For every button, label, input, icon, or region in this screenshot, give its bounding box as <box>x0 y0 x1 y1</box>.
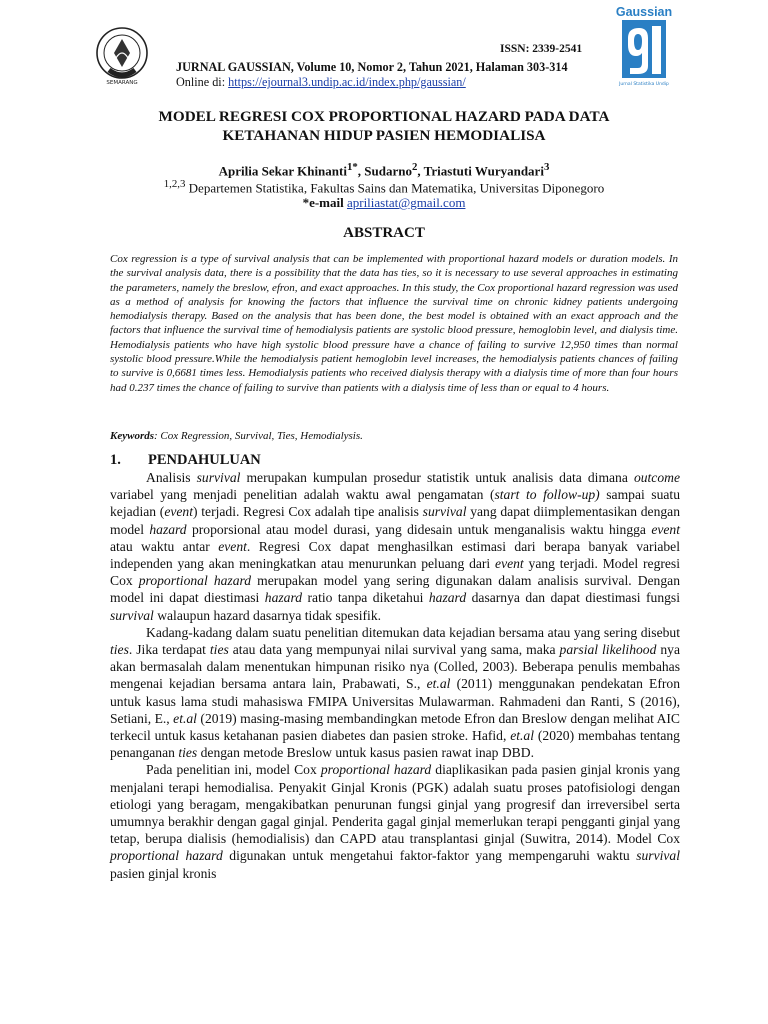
online-line <box>176 75 466 90</box>
italic-term: hazard <box>149 521 187 537</box>
title-line-1: MODEL REGRESI COX PROPORTIONAL HAZARD PADA DATA <box>158 108 610 125</box>
keywords-text: : Cox Regression, Survival, Ties, Hemodialysis. <box>154 430 363 442</box>
affiliation-sup: 1,2,3 <box>163 178 186 190</box>
italic-term: survival <box>422 504 467 520</box>
italic-term: ties <box>209 642 229 658</box>
paragraph: Pada penelitian ini, model Cox proportional hazard diaplikasikan pada pasien ginjal kronis yang menjalani terapi hemodialisa. Penyakit Ginjal Kronis (PGK) adalah suatu proses patofisiologi dengan etiologi yang beragam, mengakibatkan penurunan fungsi ginjal yang progresif dan irreversibel serta umumnya berakhir dengan gagal ginjal. Penderita gagal ginjal memerlukan terapi pengganti ginjal yang tetap, berupa dialisis (hemodialisis) dan CAPD atau transplantasi ginjal (Suwitra, 2014). Model Cox proportional hazard digunakan untuk mengetahui faktor-faktor yang mempengaruhi waktu survival pasien ginjal kronis <box>110 762 680 881</box>
article-title <box>90 107 678 145</box>
author-3: Triastuti Wuryandari <box>423 163 544 179</box>
gaussian-logo <box>616 3 672 89</box>
email-link[interactable]: apriliastat@gmail.com <box>346 195 466 210</box>
italic-term: et.al <box>426 676 451 692</box>
journal-citation: JURNAL GAUSSIAN, Volume 10, Nomor 2, Tahun 2021, Halaman 303-314 <box>176 60 568 74</box>
body-text <box>110 469 680 882</box>
svg-text:Jurnal Statistika Undip: Jurnal Statistika Undip <box>619 82 669 87</box>
affiliation-text: Departemen Statistika, Fakultas Sains dan Matematika, Universitas Diponegoro <box>185 180 605 196</box>
italic-term: hazard <box>428 590 467 606</box>
authors-line <box>90 161 678 179</box>
abstract-heading: ABSTRACT <box>343 225 425 241</box>
author-1-sup: 1* <box>346 161 358 173</box>
university-logo <box>95 24 149 86</box>
email-label: *e-mail <box>302 195 347 210</box>
italic-term: ties <box>178 745 198 761</box>
paragraph: Analisis survival merupakan kumpulan prosedur statistik untuk analisis data dimana outcome variabel yang menjadi penelitian adalah waktu awal pengamatan (start to follow-up) sampai suatu kejadian (event) terjadi. Regresi Cox adalah tipe analisis survival yang dapat diimplementasikan dengan model hazard proporsional atau model durasi, yang didesain untuk menganalisis waktu hingga event atau waktu antar event. Regresi Cox dapat menghasilkan estimasi dari berapa banyak variabel independen yang akan meningkatkan atau menurunkan peluang dari event yang terjadi. Model regresi Cox proportional hazard merupakan model yang sering digunakan dalam analisis survival. Dengan model ini dapat diestimasi hazard ratio tanpa diketahui hazard dasarnya dan dapat diestimasi fungsi survival walaupun hazard dasarnya tidak spesifik. <box>110 470 681 623</box>
italic-term: start to follow-up) <box>494 487 600 503</box>
italic-term: ties <box>110 642 129 658</box>
author-1: Aprilia Sekar Khinanti <box>218 163 347 179</box>
italic-term: proportional hazard <box>138 573 252 589</box>
keywords-line <box>110 430 363 442</box>
issn-label: ISSN: 2339-2541 <box>500 43 583 55</box>
section-number: 1. <box>110 452 121 468</box>
svg-text:SEMARANG: SEMARANG <box>106 80 138 86</box>
italic-term: hazard <box>264 590 303 606</box>
svg-text:Gaussian: Gaussian <box>616 5 672 19</box>
section-heading <box>110 452 261 469</box>
italic-term: outcome <box>633 470 680 485</box>
italic-term: event <box>164 504 194 520</box>
author-2-sup: 2 <box>411 161 418 173</box>
journal-url-link[interactable]: https://ejournal3.undip.ac.id/index.php/gaussian/ <box>228 75 466 89</box>
affiliation-line <box>90 178 678 196</box>
author-sep-1: , <box>357 163 365 179</box>
italic-term: event <box>218 538 247 554</box>
keywords-label: Keywords <box>110 430 154 442</box>
italic-term: event <box>495 556 524 572</box>
italic-term: survival <box>196 470 241 485</box>
italic-term: event <box>651 521 680 537</box>
section-title: PENDAHULUAN <box>148 452 261 468</box>
italic-term: et.al <box>510 728 535 744</box>
italic-term: proportional hazard <box>110 848 223 864</box>
italic-term: proportional hazard <box>320 762 432 778</box>
italic-term: parsial likelihood <box>559 642 657 658</box>
italic-term: survival <box>110 607 154 623</box>
online-prefix: Online di: <box>176 75 229 89</box>
author-2: Sudarno <box>364 163 412 179</box>
email-line <box>90 195 678 211</box>
author-3-sup: 3 <box>543 161 550 173</box>
italic-term: et.al <box>173 710 197 726</box>
paragraph: Kadang-kadang dalam suatu penelitian ditemukan data kejadian bersama atau yang sering disebut ties. Jika terdapat ties atau data yang mempunyai nilai survival yang sama, maka parsial likelihood nya akan bermasalah dalam menentukan himpunan risiko nya (Colled, 2003). Beberapa penulis membahas mengenai kejadian bersama antara lain, Prabawati, S., et.al (2011) menggunakan pendekatan Efron untuk kasus lama studi mahasiswa FMIPA Universitas Mulawarman. Rahmadeni dan Ranti, S (2016), Setiani, E., et.al (2019) masing-masing membandingkan metode Efron dan Breslow dengan melihat AIC terkecil untuk kasus ketahanan pasien diabetes dan pasien stroke. Hafid, et.al (2020) membahas tentang penanganan ties dengan metode Breslow untuk kasus pasien rawat inap DBD. <box>110 624 681 761</box>
italic-term: survival <box>636 848 680 864</box>
author-sep-2: , <box>417 163 424 179</box>
abstract-text: Cox regression is a type of survival analysis that can be implemented with proportional hazard models or duration models. In the survival analysis data, there is a possibility that the data has ties, so it is necessary to use several approaches in estimating the parameters, namely the breslow, efron, and exact approaches. In this study, the Cox proportional hazard regression was used as a method of analysis for knowing the factors that influence the survival time on chronic kidney patients undergoing hemodialysis therapy. Based on the analysis that has been done, the best model is obtained with an exact approach and the factors that influence the survival time of hemodialysis patients are systolic blood pressure, hemoglobin level, and dialysis time. Hemodialysis patients who have high systolic blood pressure have a chance of failing to survive 12,950 times than normal systolic blood pressure.While the hemodialysis patient hemoglobin level increases, the hemodialysis patients chances of failing to survive is 0,6681 times less. Hemodialysis patients who received dialysis therapy with a dialysis time of more than four hours had 0.237 times the chance of failing to survive than patients with a dialysis time of less than or equal to 4 hours. <box>110 253 678 394</box>
title-line-2: KETAHANAN HIDUP PASIEN HEMODIALISA <box>222 127 546 144</box>
